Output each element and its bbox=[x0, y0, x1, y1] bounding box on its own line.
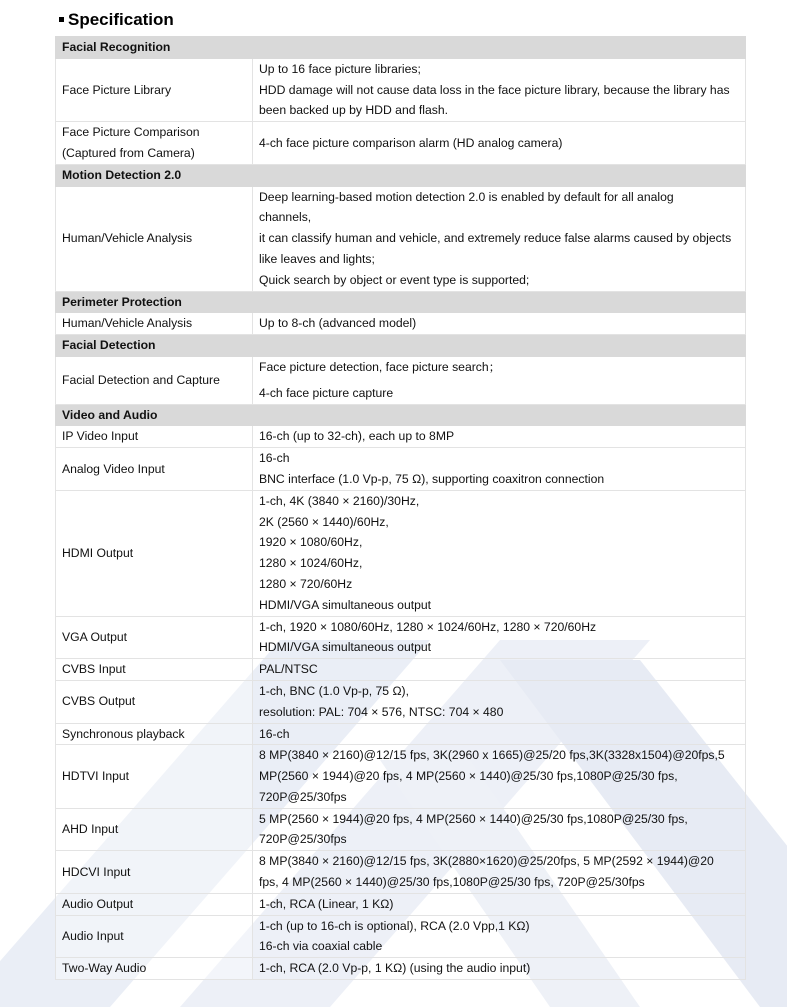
table-row bbox=[56, 723, 746, 745]
spec-sheet bbox=[55, 8, 745, 980]
spec-value bbox=[253, 958, 746, 980]
section-header-video-and-audio bbox=[56, 404, 746, 426]
table-row bbox=[56, 186, 746, 291]
table-row bbox=[56, 659, 746, 681]
spec-value bbox=[253, 186, 746, 291]
table-row bbox=[56, 915, 746, 958]
spec-value-line: 4-ch face picture capture bbox=[259, 385, 394, 400]
table-row bbox=[56, 313, 746, 335]
spec-value-line: HDMI/VGA simultaneous output bbox=[259, 597, 432, 612]
spec-value bbox=[253, 313, 746, 335]
spec-value bbox=[253, 616, 746, 659]
table-row bbox=[56, 426, 746, 448]
spec-label: CVBS Output bbox=[56, 680, 253, 723]
section-title: Facial Recognition bbox=[56, 37, 746, 59]
spec-value bbox=[253, 58, 746, 121]
spec-table bbox=[55, 36, 746, 980]
spec-value-line: HDMI/VGA simultaneous output bbox=[259, 640, 432, 655]
spec-value bbox=[253, 808, 746, 851]
spec-value-line: 1-ch, BNC (1.0 Vp-p, 75 Ω), bbox=[259, 683, 409, 698]
spec-value-line: 16-ch via coaxial cable bbox=[259, 939, 383, 954]
spec-value-line: 8 MP(3840 × 2160)@12/15 fps, 3K(2960 x 1665)@25/20 fps,3K(3328x1504)@20fps,5 bbox=[259, 748, 725, 763]
section-title: Facial Detection bbox=[56, 335, 746, 357]
spec-value-line: it can classify human and vehicle, and extremely reduce false alarms caused by objects bbox=[259, 231, 732, 246]
spec-label: Facial Detection and Capture bbox=[56, 356, 253, 404]
spec-value-line: MP(2560 × 1944)@20 fps, 4 MP(2560 × 1440)@25/30 fps,1080P@25/30 fps, bbox=[259, 769, 678, 784]
spec-label: Face Picture Library bbox=[56, 58, 253, 121]
spec-value-line: PAL/NTSC bbox=[259, 662, 318, 677]
spec-value-line: Up to 16 face picture libraries; bbox=[259, 61, 421, 76]
section-header-motion-detection-2-0 bbox=[56, 164, 746, 186]
table-row bbox=[56, 958, 746, 980]
spec-value-line: 2K (2560 × 1440)/60Hz, bbox=[259, 514, 389, 529]
section-header-facial-detection bbox=[56, 335, 746, 357]
spec-value-line: 1920 × 1080/60Hz, bbox=[259, 535, 363, 550]
spec-label: Synchronous playback bbox=[56, 723, 253, 745]
table-row bbox=[56, 356, 746, 404]
table-row bbox=[56, 122, 746, 165]
spec-value-line: 16-ch bbox=[259, 726, 290, 741]
table-row bbox=[56, 851, 746, 894]
spec-label: HDTVI Input bbox=[56, 745, 253, 808]
spec-value-line: 16-ch (up to 32-ch), each up to 8MP bbox=[259, 429, 455, 444]
spec-value-line: 1-ch, 1920 × 1080/60Hz, 1280 × 1024/60Hz, 1280 × 720/60Hz bbox=[259, 619, 597, 634]
spec-value bbox=[253, 490, 746, 616]
section-title: Perimeter Protection bbox=[56, 291, 746, 313]
spec-label: HDCVI Input bbox=[56, 851, 253, 894]
spec-value-line: 5 MP(2560 × 1944)@20 fps, 4 MP(2560 × 1440)@25/30 fps,1080P@25/30 fps, bbox=[259, 811, 688, 826]
spec-value-line: 1-ch, RCA (2.0 Vp-p, 1 KΩ) (using the audio input) bbox=[259, 961, 531, 976]
table-row bbox=[56, 448, 746, 491]
spec-value-line: resolution: PAL: 704 × 576, NTSC: 704 × 480 bbox=[259, 704, 504, 719]
spec-value bbox=[253, 122, 746, 165]
spec-label: VGA Output bbox=[56, 616, 253, 659]
spec-label bbox=[56, 122, 253, 165]
section-title: Motion Detection 2.0 bbox=[56, 164, 746, 186]
spec-label-line: (Captured from Camera) bbox=[62, 145, 195, 160]
table-row bbox=[56, 58, 746, 121]
spec-value bbox=[253, 659, 746, 681]
spec-value bbox=[253, 356, 746, 404]
spec-label: Audio Output bbox=[56, 893, 253, 915]
page-title bbox=[55, 8, 745, 32]
spec-value-line: Up to 8-ch (advanced model) bbox=[259, 316, 417, 331]
spec-label: Analog Video Input bbox=[56, 448, 253, 491]
spec-value-line: 720P@25/30fps bbox=[259, 832, 347, 847]
spec-table-body bbox=[56, 37, 746, 980]
spec-label: Human/Vehicle Analysis bbox=[56, 313, 253, 335]
page-title-text: Specification bbox=[68, 10, 174, 29]
spec-label: CVBS Input bbox=[56, 659, 253, 681]
table-row bbox=[56, 616, 746, 659]
spec-value-line: 720P@25/30fps bbox=[259, 789, 347, 804]
spec-value bbox=[253, 915, 746, 958]
spec-value-line: 1280 × 1024/60Hz, bbox=[259, 556, 363, 571]
table-row bbox=[56, 680, 746, 723]
spec-value-line: 4-ch face picture comparison alarm (HD analog camera) bbox=[259, 135, 563, 150]
spec-label: IP Video Input bbox=[56, 426, 253, 448]
spec-label: AHD Input bbox=[56, 808, 253, 851]
spec-value-line: channels, bbox=[259, 210, 312, 225]
spec-value bbox=[253, 851, 746, 894]
spec-value-line: fps, 4 MP(2560 × 1440)@25/30 fps,1080P@25/30 fps, 720P@25/30fps bbox=[259, 875, 645, 890]
spec-label: Audio Input bbox=[56, 915, 253, 958]
spec-label: Human/Vehicle Analysis bbox=[56, 186, 253, 291]
spec-value bbox=[253, 426, 746, 448]
spec-value-line: Quick search by object or event type is supported; bbox=[259, 272, 530, 287]
spec-value-line: 1280 × 720/60Hz bbox=[259, 576, 353, 591]
spec-label-line: Face Picture Comparison bbox=[62, 125, 200, 140]
spec-value bbox=[253, 745, 746, 808]
spec-value-line: like leaves and lights; bbox=[259, 251, 375, 266]
spec-value bbox=[253, 723, 746, 745]
section-header-facial-recognition bbox=[56, 37, 746, 59]
spec-value-line: been backed up by HDD and flash. bbox=[259, 103, 449, 118]
table-row bbox=[56, 808, 746, 851]
spec-label: Two-Way Audio bbox=[56, 958, 253, 980]
spec-value-line: 1-ch, 4K (3840 × 2160)/30Hz, bbox=[259, 493, 420, 508]
spec-value-line: HDD damage will not cause data loss in the face picture library, because the library has bbox=[259, 82, 730, 97]
spec-value-line: BNC interface (1.0 Vp-p, 75 Ω), supporting coaxitron connection bbox=[259, 471, 605, 486]
spec-value-line: 1-ch (up to 16-ch is optional), RCA (2.0 Vpp,1 KΩ) bbox=[259, 918, 530, 933]
section-title: Video and Audio bbox=[56, 404, 746, 426]
spec-value bbox=[253, 680, 746, 723]
spec-value-line: 16-ch bbox=[259, 451, 290, 466]
spec-value-line: 1-ch, RCA (Linear, 1 KΩ) bbox=[259, 896, 394, 911]
spec-value-line: Face picture detection, face picture search； bbox=[259, 359, 501, 374]
spec-value-line: Deep learning-based motion detection 2.0 is enabled by default for all analog bbox=[259, 189, 674, 204]
spec-value bbox=[253, 893, 746, 915]
table-row bbox=[56, 490, 746, 616]
table-row bbox=[56, 745, 746, 808]
bullet-icon bbox=[59, 17, 64, 22]
spec-value bbox=[253, 448, 746, 491]
table-row bbox=[56, 893, 746, 915]
section-header-perimeter-protection bbox=[56, 291, 746, 313]
spec-label: HDMI Output bbox=[56, 490, 253, 616]
spec-value-line: 8 MP(3840 × 2160)@12/15 fps, 3K(2880×1620)@25/20fps, 5 MP(2592 × 1944)@20 bbox=[259, 854, 714, 869]
